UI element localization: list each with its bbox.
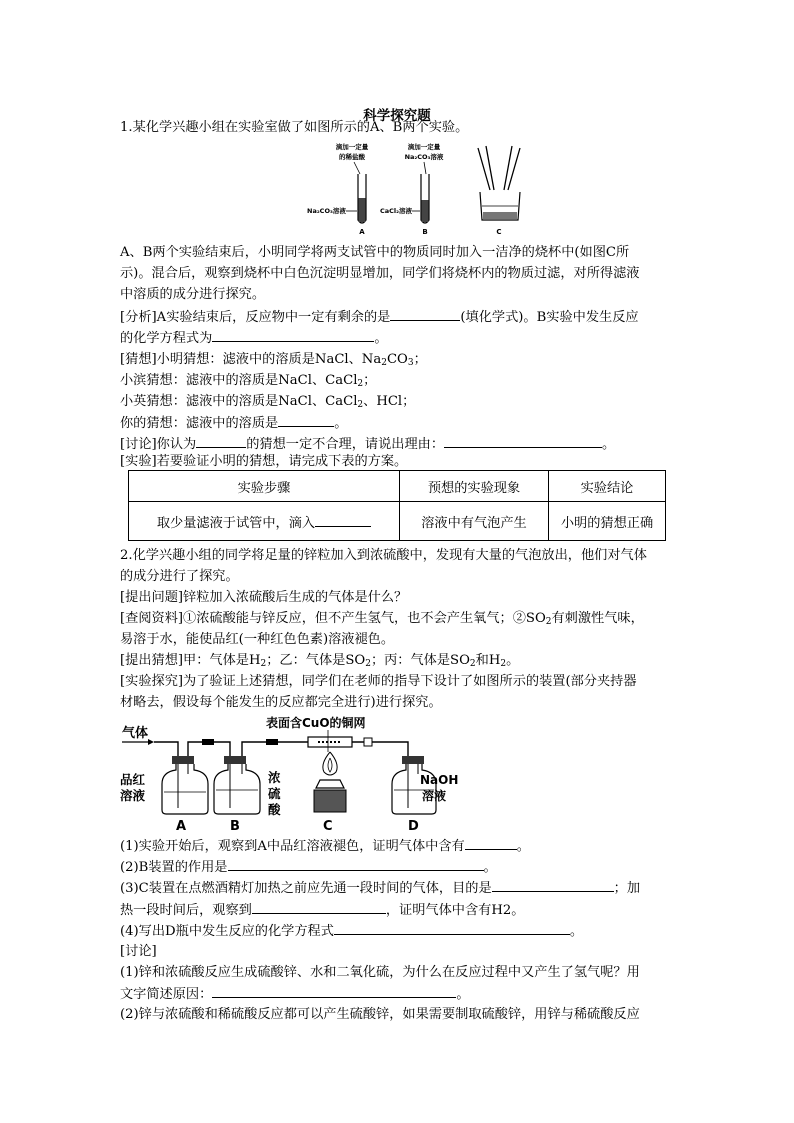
- sub-q2: [120, 857, 497, 877]
- answer-blank[interactable]: [228, 857, 484, 871]
- guess-text: ；: [363, 373, 377, 388]
- q1-p3: 中溶质的成分进行探究。: [120, 287, 266, 302]
- answer-blank[interactable]: [492, 878, 614, 892]
- guess-text: ；: [413, 352, 427, 367]
- discussion-q1: (1)锌和浓硫酸反应生成硫酸锌、水和二氧化硫，为什么在反应过程中又产生了氢气呢？用: [120, 965, 640, 980]
- q2-line3: [提出问题]锌粒加入浓硫酸后生成的气体是什么？: [120, 590, 408, 605]
- answer-blank[interactable]: [212, 984, 456, 998]
- apparatus-d-label: D: [408, 819, 419, 834]
- step-text: 取少量滤液于试管中，滴入: [156, 515, 316, 531]
- tube-b-label2: Na₂CO₃溶液: [404, 153, 444, 161]
- tube-a-name: A: [359, 228, 365, 236]
- guess-text: 小英猜想：滤液中的溶质是NaCl、CaCl: [120, 394, 358, 409]
- table-cell-phenomenon: 溶液中有气泡产生: [400, 502, 549, 541]
- tube-a-label2: 的稀盐酸: [339, 153, 365, 161]
- table-header-row: [129, 471, 666, 502]
- subscript: 2: [469, 659, 476, 669]
- q2-line5: 易溶于水，能使品红(一种红色色素)溶液褪色。: [120, 632, 395, 647]
- guess-xiaobin: [120, 371, 376, 390]
- tube-a: [307, 142, 369, 236]
- sub-q3: [120, 878, 640, 898]
- analysis-text-3: 的化学方程式为: [120, 331, 213, 346]
- experiment-table: [128, 470, 666, 541]
- discussion-line: [120, 434, 615, 454]
- apparatus-c-label: C: [323, 819, 333, 834]
- q2-text: 有刺激性气味，: [551, 611, 644, 626]
- answer-blank[interactable]: [196, 434, 246, 448]
- bottle-b: [214, 756, 281, 834]
- q2-text: ；丙：气体是SO: [370, 653, 470, 668]
- pinhong-label-2: 溶液: [120, 788, 146, 803]
- q2-line8: 材略去，假设每个能发生的反应都完全进行)进行探究。: [120, 695, 442, 710]
- discussion-text: 的猜想一定不合理，请说出理由：: [246, 437, 445, 452]
- guess-text: CO: [386, 352, 408, 367]
- discussion-text: 文字简述原因：: [120, 987, 213, 1002]
- q2-line7: [实验探究]为了验证上述猜想，同学们在老师的指导下设计了如图所示的装置(部分夹持器: [120, 674, 637, 689]
- subscript: 2: [260, 659, 267, 669]
- q2-line2: 的成分进行了探究。: [120, 569, 239, 584]
- q1-p2: 示)。混合后，观察到烧杯中白色沉淀明显增加，同学们将烧杯内的物质过滤，对所得滤液: [120, 266, 640, 281]
- q1-analysis-line1: [120, 307, 639, 327]
- sub-q4: [120, 921, 583, 941]
- q2-line6: [120, 651, 519, 670]
- discussion-q2: (2)锌与浓硫酸和稀硫酸反应都可以产生硫酸锌，如果需要制取硫酸锌，用锌与稀硫酸反应: [120, 1007, 640, 1022]
- q1-p1: A、B两个实验结束后，小明同学将两支试管中的物质同时加入一洁净的烧杯中(如图C所: [120, 245, 630, 260]
- apparatus-a-label: A: [176, 819, 187, 834]
- tube-b-label1: 滴加一定量: [407, 143, 441, 151]
- beaker-c: [478, 146, 520, 236]
- subscript: 2: [500, 659, 507, 669]
- cu-mesh-label: 表面含CuO的铜网: [266, 716, 366, 730]
- acid-label-1: 浓: [268, 770, 281, 785]
- table-header: 预想的实验现象: [400, 471, 549, 502]
- table-header: 实验步骤: [129, 471, 400, 502]
- subq-text: (2)B装置的作用是: [120, 860, 228, 875]
- discussion-text: 。: [456, 987, 470, 1002]
- subq-text: (4)写出D瓶中发生反应的化学方程式: [120, 924, 334, 939]
- bottle-d: [392, 756, 458, 834]
- table-row: [129, 502, 666, 541]
- subscript: 2: [545, 617, 552, 627]
- experiment-line: [实验]若要验证小明的猜想，请完成下表的方案。: [120, 454, 408, 469]
- q2-text: 。: [506, 653, 520, 668]
- q1-intro: 1.某化学兴趣小组在实验室做了如图所示的A、B两个实验。: [120, 120, 469, 135]
- q2-text: [提出猜想]甲：气体是H: [120, 653, 261, 668]
- q2-text: 和H: [475, 653, 501, 668]
- apparatus-b-label: B: [230, 819, 240, 834]
- guess-text: 小滨猜想：滤液中的溶质是NaCl、CaCl: [120, 373, 358, 388]
- answer-blank[interactable]: [315, 513, 371, 527]
- discussion-text: [讨论]你认为: [120, 437, 197, 452]
- table-cell-conclusion: 小明的猜想正确: [549, 502, 666, 541]
- subscript: 2: [357, 400, 364, 410]
- answer-blank[interactable]: [465, 836, 517, 850]
- naoh-label-1: NaOH: [420, 773, 459, 787]
- tube-b: [380, 142, 444, 236]
- answer-blank[interactable]: [212, 328, 374, 342]
- naoh-label-2: 溶液: [422, 789, 447, 803]
- q1-figure: [300, 140, 540, 236]
- q1-analysis-line2: [120, 328, 388, 348]
- analysis-text: [分析]A实验结束后，反应物中一定有剩余的是: [120, 310, 391, 325]
- tube-b-name: B: [422, 228, 428, 236]
- answer-blank[interactable]: [252, 900, 386, 914]
- subq-text: 。: [569, 924, 584, 939]
- guess-text: [猜想]小明猜想：滤液中的溶质是NaCl、Na: [120, 352, 382, 367]
- tube-b-solution: CaCl₂溶液: [380, 207, 413, 215]
- subscript: 2: [357, 379, 364, 389]
- q2-text: ；乙：气体是SO: [266, 653, 366, 668]
- pinhong-label-1: 品红: [120, 772, 146, 787]
- subq-text: ；加: [613, 881, 641, 896]
- answer-blank[interactable]: [390, 307, 460, 321]
- guess-xiaoming: [120, 350, 427, 369]
- analysis-text-4: 。: [374, 331, 388, 346]
- tube-a-solution: Na₂CO₃溶液: [307, 207, 346, 215]
- subscript: 2: [365, 659, 371, 669]
- gas-label: 气体: [122, 726, 149, 741]
- subq-text: 热一段时间后，观察到: [120, 903, 252, 918]
- answer-blank[interactable]: [278, 413, 334, 427]
- discussion-q1-cont: [120, 984, 470, 1004]
- subq-text: (3)C装置在点燃酒精灯加热之前应先通一段时间的气体，目的是: [120, 881, 492, 896]
- discussion-heading: [讨论]: [120, 944, 157, 959]
- table-header: 实验结论: [549, 471, 666, 502]
- guess-text: 你的猜想：滤液中的溶质是: [120, 416, 279, 431]
- guess-yours: [120, 413, 347, 433]
- subq-text: ，证明气体中含有H2。: [385, 903, 525, 918]
- guess-text: 。: [334, 416, 348, 431]
- q2-line1: 2.化学兴趣小组的同学将足量的锌粒加入到浓硫酸中，发现有大量的气泡放出，他们对气体: [120, 548, 647, 563]
- analysis-text-2: (填化学式)。B实验中发生反应: [460, 310, 639, 325]
- q2-line4: [120, 609, 644, 628]
- acid-label-2: 硫: [268, 786, 281, 801]
- subscript: 2: [381, 358, 387, 368]
- page-title: 科学探究题: [363, 108, 431, 124]
- bottle-a: [120, 756, 208, 834]
- apparatus-figure: [118, 712, 463, 834]
- subq-text: 。: [516, 839, 530, 854]
- sub-q1: [120, 836, 530, 856]
- heating-tube-c: [308, 737, 352, 834]
- tube-a-label1: 滴加一定量: [335, 143, 369, 151]
- discussion-text: 。: [602, 437, 616, 452]
- sub-q3-cont: [120, 900, 524, 920]
- guess-text: 、HCl；: [363, 394, 416, 409]
- beaker-c-name: C: [496, 228, 502, 236]
- q2-text: [查阅资料]①浓硫酸能与锌反应，但不产生氢气，也不会产生氧气；②SO: [120, 611, 546, 626]
- table-cell-step: [129, 502, 400, 541]
- answer-blank[interactable]: [444, 434, 602, 448]
- subq-text: 。: [483, 860, 497, 875]
- subq-text: (1)实验开始后，观察到A中品红溶液褪色，证明气体中含有: [120, 839, 465, 854]
- subscript: 3: [407, 358, 414, 368]
- acid-label-3: 酸: [268, 802, 281, 817]
- answer-blank[interactable]: [334, 921, 570, 935]
- guess-xiaoying: [120, 392, 415, 411]
